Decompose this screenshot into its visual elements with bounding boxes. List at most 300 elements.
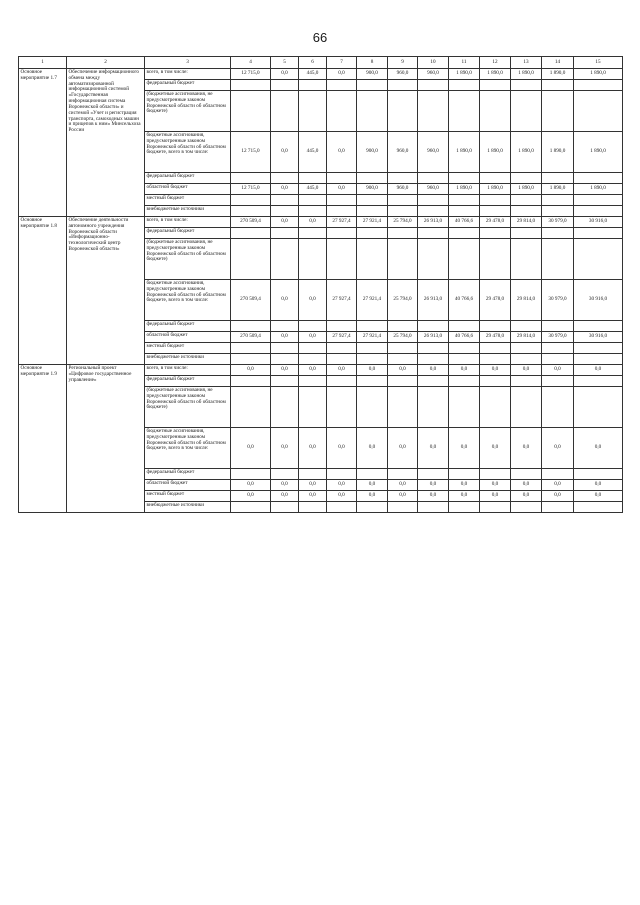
amount-cell	[449, 321, 480, 332]
amount-cell: 26 913,0	[418, 280, 449, 321]
amount-cell	[271, 195, 299, 206]
amount-cell	[299, 387, 327, 428]
amount-cell: 0,0	[271, 365, 299, 376]
amount-cell	[542, 321, 574, 332]
amount-cell	[574, 354, 623, 365]
column-number-cell: 5	[271, 57, 299, 69]
amount-cell: 29 814,0	[511, 332, 542, 343]
amount-cell	[231, 80, 271, 91]
amount-cell: 0,0	[388, 428, 418, 469]
event-name-cell: Основное мероприятие 1.9	[19, 365, 67, 513]
budget-table	[18, 56, 623, 513]
amount-cell	[388, 354, 418, 365]
amount-cell	[231, 206, 271, 217]
column-number-cell: 10	[418, 57, 449, 69]
amount-cell: 445,0	[299, 132, 327, 173]
funding-source-cell: (бюджетные ассигнования, не предусмотренные законом Воронежской области об областном бюджете)	[145, 91, 231, 132]
amount-cell: 270 509,4	[231, 280, 271, 321]
amount-cell	[542, 91, 574, 132]
amount-cell: 1 890,0	[480, 184, 511, 195]
funding-source-cell: бюджетные ассигнования, предусмотренные законом Воронежской области об областном бюджете, всего в том числе:	[145, 132, 231, 173]
amount-cell: 0,0	[327, 132, 357, 173]
amount-cell	[418, 387, 449, 428]
amount-cell	[231, 354, 271, 365]
amount-cell: 27 927,4	[327, 332, 357, 343]
amount-cell: 0,0	[231, 480, 271, 491]
amount-cell: 27 921,4	[357, 280, 388, 321]
amount-cell	[480, 321, 511, 332]
amount-cell	[271, 206, 299, 217]
amount-cell	[574, 321, 623, 332]
amount-cell: 1 890,0	[511, 69, 542, 80]
amount-cell: 0,0	[327, 428, 357, 469]
amount-cell: 0,0	[231, 491, 271, 502]
amount-cell: 1 890,0	[449, 184, 480, 195]
amount-cell	[418, 502, 449, 513]
amount-cell	[418, 343, 449, 354]
amount-cell: 0,0	[299, 428, 327, 469]
funding-source-cell: федеральный бюджет	[145, 376, 231, 387]
amount-cell: 960,0	[388, 69, 418, 80]
amount-cell	[480, 354, 511, 365]
amount-cell: 0,0	[271, 428, 299, 469]
amount-cell	[271, 173, 299, 184]
amount-cell: 0,0	[231, 428, 271, 469]
amount-cell	[542, 502, 574, 513]
amount-cell	[388, 173, 418, 184]
amount-cell	[327, 469, 357, 480]
amount-cell	[299, 206, 327, 217]
amount-cell	[271, 502, 299, 513]
amount-cell: 900,0	[357, 132, 388, 173]
amount-cell: 0,0	[231, 365, 271, 376]
amount-cell: 900,0	[357, 184, 388, 195]
amount-cell	[357, 173, 388, 184]
amount-cell	[299, 195, 327, 206]
amount-cell: 27 927,4	[327, 280, 357, 321]
amount-cell: 40 766,6	[449, 280, 480, 321]
amount-cell: 960,0	[418, 132, 449, 173]
funding-source-cell: федеральный бюджет	[145, 469, 231, 480]
funding-source-cell: всего, в том числе:	[145, 69, 231, 80]
amount-cell	[271, 239, 299, 280]
amount-cell	[299, 239, 327, 280]
amount-cell	[271, 469, 299, 480]
amount-cell	[511, 502, 542, 513]
amount-cell	[418, 228, 449, 239]
table-body	[19, 69, 623, 513]
funding-source-cell: местный бюджет	[145, 491, 231, 502]
amount-cell	[449, 343, 480, 354]
amount-cell: 0,0	[327, 184, 357, 195]
amount-cell: 0,0	[511, 480, 542, 491]
amount-cell	[327, 343, 357, 354]
amount-cell: 29 478,0	[480, 280, 511, 321]
amount-cell	[542, 173, 574, 184]
amount-cell: 27 927,4	[327, 217, 357, 228]
amount-cell	[418, 321, 449, 332]
amount-cell	[231, 502, 271, 513]
amount-cell	[480, 343, 511, 354]
amount-cell	[327, 228, 357, 239]
amount-cell	[542, 469, 574, 480]
amount-cell: 29 814,0	[511, 217, 542, 228]
amount-cell: 0,0	[327, 69, 357, 80]
amount-cell: 0,0	[388, 480, 418, 491]
table-row	[19, 69, 623, 80]
amount-cell	[480, 502, 511, 513]
amount-cell	[327, 239, 357, 280]
amount-cell	[542, 206, 574, 217]
amount-cell	[449, 239, 480, 280]
amount-cell: 25 794,0	[388, 332, 418, 343]
amount-cell	[231, 173, 271, 184]
amount-cell	[418, 195, 449, 206]
amount-cell: 0,0	[357, 428, 388, 469]
amount-cell: 30 916,0	[574, 332, 623, 343]
amount-cell	[418, 206, 449, 217]
amount-cell: 0,0	[574, 480, 623, 491]
funding-source-cell: федеральный бюджет	[145, 321, 231, 332]
amount-cell	[511, 206, 542, 217]
amount-cell: 0,0	[542, 480, 574, 491]
amount-cell	[327, 321, 357, 332]
amount-cell	[357, 321, 388, 332]
amount-cell	[388, 228, 418, 239]
amount-cell	[542, 239, 574, 280]
amount-cell	[418, 80, 449, 91]
amount-cell	[231, 195, 271, 206]
amount-cell	[542, 80, 574, 91]
amount-cell: 0,0	[449, 365, 480, 376]
column-number-cell: 9	[388, 57, 418, 69]
table-row	[19, 365, 623, 376]
amount-cell: 445,0	[299, 69, 327, 80]
amount-cell	[357, 80, 388, 91]
amount-cell: 0,0	[271, 480, 299, 491]
amount-cell: 1 890,0	[542, 184, 574, 195]
amount-cell: 960,0	[388, 132, 418, 173]
amount-cell	[511, 239, 542, 280]
amount-cell: 0,0	[511, 365, 542, 376]
funding-source-cell: внебюджетные источники	[145, 502, 231, 513]
amount-cell	[327, 376, 357, 387]
amount-cell	[271, 91, 299, 132]
amount-cell	[574, 173, 623, 184]
amount-cell	[480, 376, 511, 387]
amount-cell: 1 890,0	[574, 184, 623, 195]
column-number-cell: 8	[357, 57, 388, 69]
amount-cell	[418, 469, 449, 480]
amount-cell	[327, 387, 357, 428]
amount-cell	[542, 387, 574, 428]
amount-cell	[231, 239, 271, 280]
amount-cell	[357, 469, 388, 480]
amount-cell	[449, 80, 480, 91]
amount-cell	[357, 195, 388, 206]
amount-cell: 960,0	[418, 69, 449, 80]
amount-cell	[299, 228, 327, 239]
amount-cell	[480, 173, 511, 184]
amount-cell	[231, 376, 271, 387]
amount-cell: 270 509,4	[231, 217, 271, 228]
amount-cell	[480, 469, 511, 480]
amount-cell	[418, 354, 449, 365]
amount-cell: 25 794,0	[388, 280, 418, 321]
amount-cell	[511, 387, 542, 428]
amount-cell	[357, 228, 388, 239]
column-number-cell: 2	[67, 57, 145, 69]
amount-cell	[574, 195, 623, 206]
amount-cell: 40 766,6	[449, 217, 480, 228]
amount-cell	[271, 387, 299, 428]
amount-cell	[299, 321, 327, 332]
amount-cell	[357, 502, 388, 513]
amount-cell	[271, 354, 299, 365]
amount-cell	[231, 469, 271, 480]
amount-cell: 1 890,0	[511, 184, 542, 195]
amount-cell	[511, 195, 542, 206]
amount-cell	[574, 502, 623, 513]
funding-source-cell: областной бюджет	[145, 184, 231, 195]
amount-cell	[542, 343, 574, 354]
amount-cell: 12 715,0	[231, 132, 271, 173]
amount-cell: 0,0	[418, 365, 449, 376]
amount-cell	[480, 195, 511, 206]
amount-cell	[574, 239, 623, 280]
amount-cell	[449, 228, 480, 239]
amount-cell	[418, 173, 449, 184]
amount-cell	[480, 239, 511, 280]
amount-cell	[449, 91, 480, 132]
amount-cell	[388, 387, 418, 428]
column-number-cell: 11	[449, 57, 480, 69]
amount-cell	[574, 469, 623, 480]
column-number-cell: 3	[145, 57, 231, 69]
amount-cell	[327, 80, 357, 91]
amount-cell: 0,0	[388, 491, 418, 502]
funding-source-cell: всего, в том числе:	[145, 365, 231, 376]
amount-cell	[511, 91, 542, 132]
amount-cell: 0,0	[327, 480, 357, 491]
amount-cell: 12 715,0	[231, 69, 271, 80]
amount-cell	[542, 195, 574, 206]
amount-cell: 0,0	[327, 491, 357, 502]
amount-cell: 960,0	[418, 184, 449, 195]
amount-cell: 30 979,0	[542, 217, 574, 228]
event-name-cell: Основное мероприятие 1.8	[19, 217, 67, 365]
amount-cell	[299, 354, 327, 365]
amount-cell	[271, 376, 299, 387]
amount-cell: 0,0	[449, 428, 480, 469]
column-number-cell: 7	[327, 57, 357, 69]
amount-cell	[480, 206, 511, 217]
amount-cell	[357, 376, 388, 387]
amount-cell: 0,0	[271, 184, 299, 195]
funding-source-cell: бюджетные ассигнования, предусмотренные законом Воронежской области об областном бюджете, всего в том числе:	[145, 280, 231, 321]
amount-cell: 0,0	[542, 491, 574, 502]
amount-cell	[299, 376, 327, 387]
amount-cell: 0,0	[511, 491, 542, 502]
amount-cell: 0,0	[574, 428, 623, 469]
amount-cell	[418, 376, 449, 387]
amount-cell: 0,0	[418, 480, 449, 491]
column-number-cell: 4	[231, 57, 271, 69]
funding-source-cell: федеральный бюджет	[145, 80, 231, 91]
funding-source-cell: областной бюджет	[145, 332, 231, 343]
amount-cell: 0,0	[480, 365, 511, 376]
amount-cell	[327, 195, 357, 206]
amount-cell	[480, 228, 511, 239]
amount-cell: 0,0	[574, 491, 623, 502]
amount-cell: 1 890,0	[449, 132, 480, 173]
column-number-cell: 14	[542, 57, 574, 69]
amount-cell: 30 916,0	[574, 217, 623, 228]
amount-cell: 30 916,0	[574, 280, 623, 321]
amount-cell: 0,0	[299, 491, 327, 502]
amount-cell	[449, 376, 480, 387]
funding-source-cell: внебюджетные источники	[145, 354, 231, 365]
amount-cell: 0,0	[449, 480, 480, 491]
amount-cell: 30 979,0	[542, 332, 574, 343]
amount-cell	[299, 502, 327, 513]
amount-cell	[480, 91, 511, 132]
amount-cell	[388, 321, 418, 332]
column-number-cell: 13	[511, 57, 542, 69]
amount-cell: 0,0	[299, 332, 327, 343]
amount-cell	[574, 206, 623, 217]
amount-cell: 0,0	[357, 491, 388, 502]
amount-cell	[449, 173, 480, 184]
amount-cell: 0,0	[299, 480, 327, 491]
amount-cell: 25 794,0	[388, 217, 418, 228]
amount-cell: 27 921,4	[357, 332, 388, 343]
amount-cell	[299, 91, 327, 132]
amount-cell	[542, 376, 574, 387]
amount-cell: 29 478,0	[480, 332, 511, 343]
event-description-cell: Региональный проект «Цифровое государственное управление»	[67, 365, 145, 513]
amount-cell	[299, 343, 327, 354]
page-number: 66	[312, 30, 328, 45]
amount-cell: 0,0	[542, 428, 574, 469]
amount-cell	[231, 387, 271, 428]
event-description-cell: Обеспечение информационного обмена между автоматизированной информационной системой «Государственная информационная система Воронежской области» и системой «Учет и регистрация транспорта, самоходных машин и прицепов к ним» Минсельхоза России	[67, 69, 145, 217]
amount-cell: 0,0	[542, 365, 574, 376]
amount-cell: 0,0	[511, 428, 542, 469]
event-description-cell: Обеспечение деятельности автономного учреждения Воронежской области «Информационно-технологический центр Воронежской области»	[67, 217, 145, 365]
amount-cell: 0,0	[327, 365, 357, 376]
amount-cell	[574, 91, 623, 132]
funding-source-cell: бюджетные ассигнования, предусмотренные законом Воронежской области об областном бюджете, всего в том числе:	[145, 428, 231, 469]
funding-source-cell: (бюджетные ассигнования, не предусмотренные законом Воронежской области об областном бюджете)	[145, 387, 231, 428]
amount-cell: 0,0	[271, 69, 299, 80]
amount-cell	[574, 343, 623, 354]
funding-source-cell: всего, в том числе:	[145, 217, 231, 228]
amount-cell	[449, 354, 480, 365]
amount-cell	[327, 206, 357, 217]
amount-cell: 0,0	[299, 280, 327, 321]
amount-cell	[480, 80, 511, 91]
amount-cell	[327, 502, 357, 513]
amount-cell	[388, 80, 418, 91]
amount-cell: 0,0	[388, 365, 418, 376]
funding-source-cell: (бюджетные ассигнования, не предусмотренные законом Воронежской области об областном бюджете)	[145, 239, 231, 280]
amount-cell	[271, 80, 299, 91]
amount-cell: 1 890,0	[542, 69, 574, 80]
amount-cell	[542, 354, 574, 365]
amount-cell	[357, 206, 388, 217]
amount-cell	[388, 469, 418, 480]
amount-cell	[449, 195, 480, 206]
amount-cell: 26 913,0	[418, 332, 449, 343]
funding-source-cell: внебюджетные источники	[145, 206, 231, 217]
amount-cell	[357, 91, 388, 132]
column-number-cell: 15	[574, 57, 623, 69]
amount-cell: 0,0	[480, 428, 511, 469]
amount-cell: 0,0	[271, 332, 299, 343]
amount-cell: 1 890,0	[574, 69, 623, 80]
amount-cell: 29 478,0	[480, 217, 511, 228]
amount-cell	[511, 469, 542, 480]
amount-cell	[388, 239, 418, 280]
amount-cell	[271, 228, 299, 239]
column-number-cell: 12	[480, 57, 511, 69]
amount-cell: 960,0	[388, 184, 418, 195]
amount-cell: 0,0	[271, 132, 299, 173]
amount-cell	[271, 321, 299, 332]
amount-cell	[231, 228, 271, 239]
amount-cell	[388, 502, 418, 513]
amount-cell: 445,0	[299, 184, 327, 195]
amount-cell: 0,0	[271, 217, 299, 228]
amount-cell	[418, 239, 449, 280]
amount-cell	[357, 354, 388, 365]
amount-cell	[418, 91, 449, 132]
amount-cell	[511, 321, 542, 332]
funding-source-cell: федеральный бюджет	[145, 173, 231, 184]
amount-cell	[574, 228, 623, 239]
amount-cell	[511, 80, 542, 91]
amount-cell	[231, 343, 271, 354]
budget-table-sheet	[18, 56, 622, 513]
amount-cell	[299, 80, 327, 91]
amount-cell	[299, 173, 327, 184]
amount-cell: 0,0	[574, 365, 623, 376]
amount-cell	[231, 321, 271, 332]
amount-cell: 0,0	[480, 480, 511, 491]
amount-cell: 12 715,0	[231, 184, 271, 195]
amount-cell: 1 890,0	[511, 132, 542, 173]
amount-cell: 0,0	[357, 480, 388, 491]
amount-cell: 40 766,6	[449, 332, 480, 343]
amount-cell	[327, 91, 357, 132]
amount-cell: 0,0	[271, 491, 299, 502]
amount-cell	[449, 206, 480, 217]
amount-cell	[388, 195, 418, 206]
amount-cell: 1 890,0	[542, 132, 574, 173]
amount-cell	[449, 469, 480, 480]
amount-cell: 0,0	[357, 365, 388, 376]
amount-cell	[574, 80, 623, 91]
amount-cell: 0,0	[299, 217, 327, 228]
amount-cell	[299, 469, 327, 480]
amount-cell: 27 921,4	[357, 217, 388, 228]
amount-cell	[357, 343, 388, 354]
amount-cell: 1 890,0	[449, 69, 480, 80]
amount-cell: 0,0	[480, 491, 511, 502]
funding-source-cell: местный бюджет	[145, 343, 231, 354]
amount-cell: 1 890,0	[574, 132, 623, 173]
